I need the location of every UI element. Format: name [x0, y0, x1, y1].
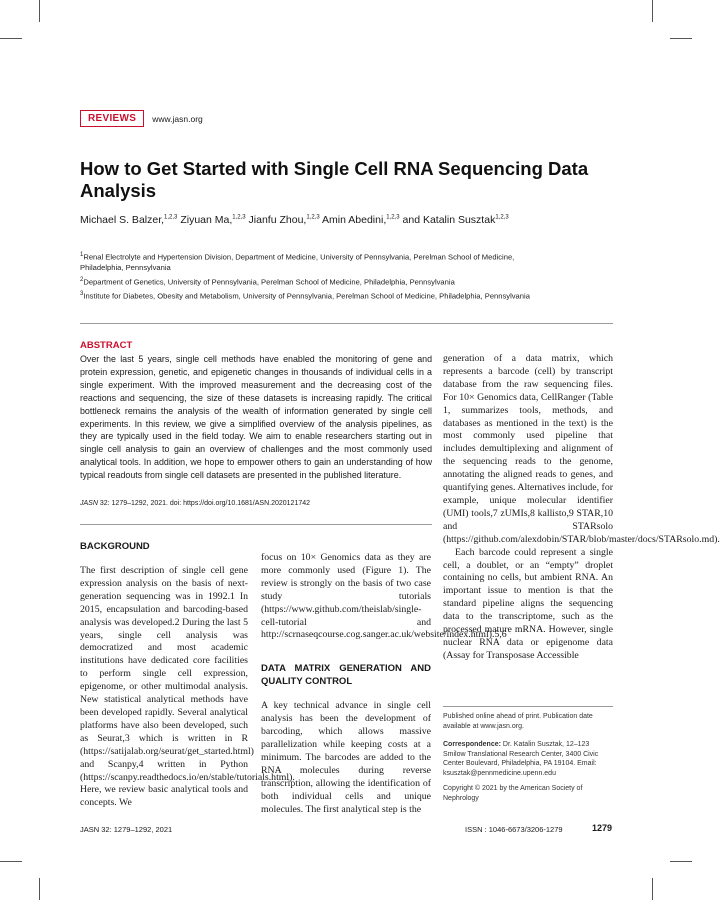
- column-1: [80, 540, 295, 810]
- divider: [443, 706, 613, 707]
- reviews-badge: REVIEWS: [80, 110, 144, 127]
- body-paragraph: The first description of single cell gene expression analysis on the basis of next-generation sequencing was in 1992.1 In 2015, encapsulation and barcoding-based analysis was developed.2 During the last 5 years, single cell analysis was democratized and most academic institutions have dedicated core facilities to perform single cell expression, epigenome, or other multimodal analysis. New statistical analytical methods have been developed rapidly. Several analytical platforms have also been developed, such as Seurat,3 which is written in R (https://satijalab.org/seurat/get_started.html) and Scanpy,4 written in Python (https://scanpy.readthedocs.io/en/stable/tutorials.html). Here, we review basic analytical tools and concepts. We: [80, 565, 295, 809]
- body-paragraph: A key technical advance in single cell analysis has been the development of barcoding, which allows massive parallelization while keeping costs at a minimum. The barcodes are added to the RNA molecules during reverse transcription, allowing the identification of both individual cells and unique molecules. The first analytical step is the: [261, 700, 431, 815]
- abstract-text: Over the last 5 years, single cell methods have enabled the monitoring of gene and protein expression, genetic, and epigenetic changes in thousands of individual cells in a single experiment. With the improved measurement and the decreasing cost of the reactions and sequencing, the size of these datasets is increasing rapidly. The critical bottleneck remains the analysis of the wealth of information generated by single cell experiments. In this review, we give a simplified overview of the analysis pipelines, as they are typically used in the field today. We aim to enable researchers starting out in single cell analysis to gain an overview of challenges and the most commonly used analytical tools. In addition, we hope to empower others to gain an understanding of how typical readouts from single cell datasets are presented in the published literature.: [80, 354, 432, 481]
- correspondence-note: Correspondence: Dr. Katalin Susztak, 12–123 Smilow Translational Research Center, 3400 Civic Center Boulevard, Philadelphia, PA 19104. Email: ksusztak@pennmedicine.upenn.edu: [443, 741, 599, 777]
- body-paragraph: Each barcode could represent a single cell, a doublet, or an “empty” droplet containing no cells, but ambient RNA. An important issue to mention is that the standard pipeline aligns the sequencing data to the transcriptome, such as the processed mature mRNA. However, single nuclear RNA data or epigenome data (Assay for Transposase Accessible: [443, 546, 613, 661]
- abstract-heading: ABSTRACT: [80, 340, 133, 351]
- divider: [80, 524, 432, 525]
- affiliation: $^2$Department of Genetics, University of Pennsylvania, Perelman School of Medicine, Philadelphia, Pennsylvania: [80, 276, 455, 287]
- body-paragraph: generation of a data matrix, which represents a barcode (cell) by transcript database from the raw sequencing files. For 10× Genomics data, CellRanger (Table 1, summarizes tools, methods, and databases as mentioned in the text) is the most commonly used pipeline that includes demultiplexing and alignment of the sequencing reads to the genome, annotating the aligned reads to genes, and quantifying genes. Alternatives include, for example, unique molecular identifier (UMI) tools,7 zUMIs,8 kallisto,9 STAR,10 and STARsolo (https://github.com/alexdobin/STAR/blob/master/docs/STARsolo.md).: [443, 353, 720, 545]
- divider: [80, 323, 613, 324]
- column-2: [261, 552, 507, 817]
- site-link[interactable]: www.jasn.org: [152, 113, 203, 124]
- citation-line: JASN 32: 1279–1292, 2021. doi: https://doi.org/10.1681/ASN.2020121742: [80, 500, 311, 507]
- journal-header: [80, 110, 203, 127]
- section-heading-data-matrix: DATA MATRIX GENERATION AND QUALITY CONTROL: [261, 663, 431, 688]
- footer-journal: JASN 32: 1279–1292, 2021: [80, 825, 173, 834]
- publication-note: Published online ahead of print. Publication date available at www.jasn.org.: [443, 713, 593, 730]
- author: and Katalin Susztak$^{1,2,3}$: [399, 213, 509, 226]
- author: Michael S. Balzer,$^{1,2,3}$: [80, 213, 178, 226]
- affiliations: [80, 250, 550, 303]
- footer-issn: ISSN : 1046-6673/3206-1279: [465, 825, 563, 834]
- copyright-note: Copyright © 2021 by the American Society of Nephrology: [443, 785, 583, 802]
- crop-mark: [39, 878, 40, 900]
- body-paragraph: focus on 10× Genomics data as they are more commonly used (Figure 1). The review is strongly on the basis of two case study tutorials (https://www.github.com/theislab/single-cell-tutorial and http://scrnaseqcourse.cog.sanger.ac.uk/website/index.html).5,6: [261, 552, 507, 641]
- crop-mark: [0, 861, 22, 862]
- author: Ziyuan Ma,$^{1,2,3}$: [177, 213, 246, 226]
- author: Amin Abedini,$^{1,2,3}$: [319, 213, 400, 226]
- section-heading-background: BACKGROUND: [80, 541, 150, 552]
- crop-mark: [39, 0, 40, 22]
- crop-mark: [652, 878, 653, 900]
- author: Jianfu Zhou,$^{1,2,3}$: [245, 213, 320, 226]
- column-3: [443, 353, 720, 663]
- crop-mark: [670, 38, 692, 39]
- crop-mark: [652, 0, 653, 22]
- crop-mark: [670, 861, 692, 862]
- affiliation: $^1$Renal Electrolyte and Hypertension Division, Department of Medicine, University of Pennsylvania, Perelman School of Medicine, Philadelphia, Pennsylvania: [80, 252, 515, 273]
- affiliation: $^3$Institute for Diabetes, Obesity and Metabolism, University of Pennsylvania, Perelman School of Medicine, Philadelphia, Pennsylvania: [80, 290, 530, 301]
- author-list: [80, 210, 520, 228]
- page-number: 1279: [592, 823, 613, 833]
- article-title: How to Get Started with Single Cell RNA Sequencing Data Analysis: [80, 158, 589, 201]
- crop-mark: [0, 38, 22, 39]
